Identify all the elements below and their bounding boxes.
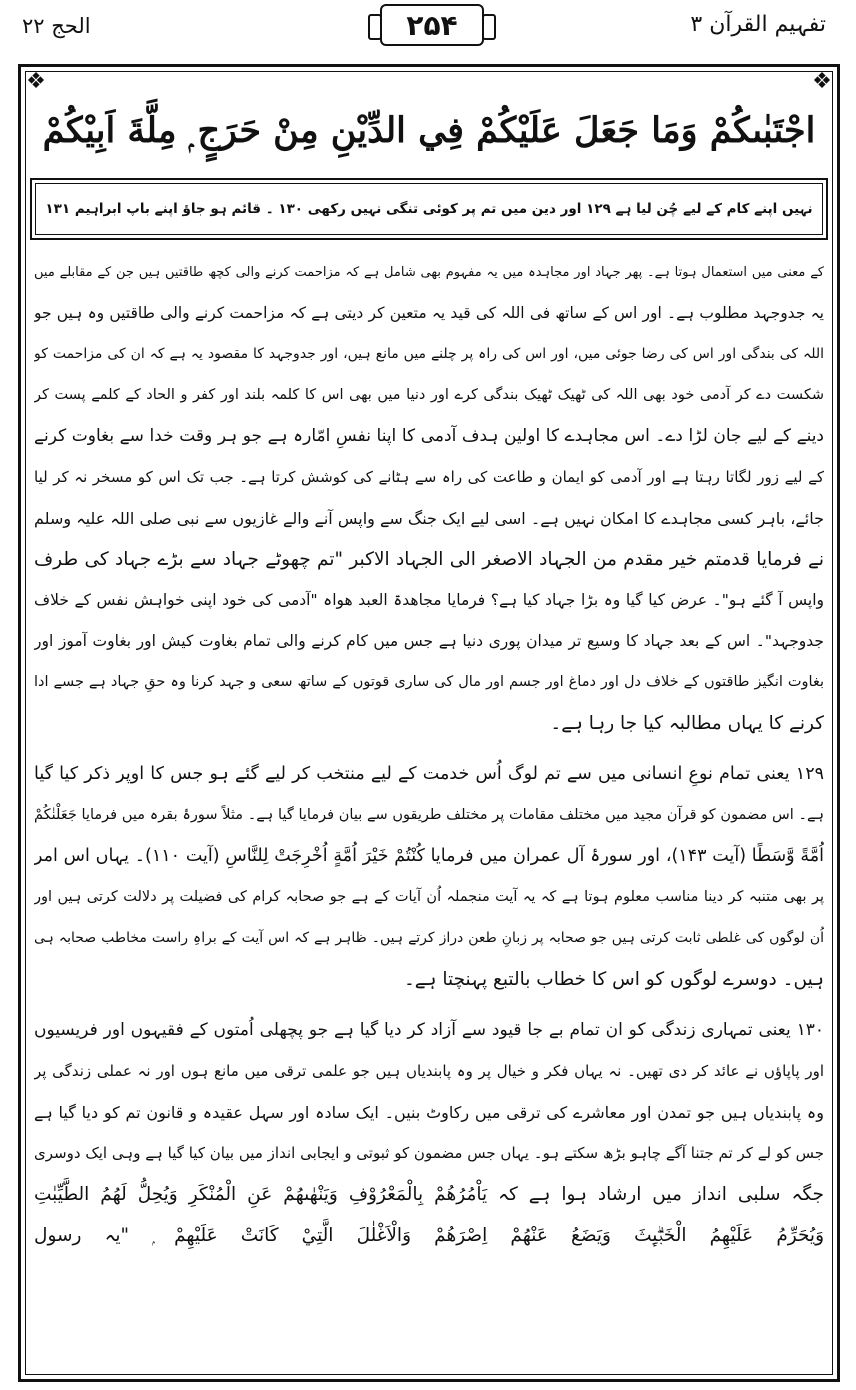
commentary-line: جگہ سلبی انداز میں ارشاد ہوا ہے کہ یَاْمُرُهُمْ بِالْمَعْرُوْفِ وَيَنْهٰىهُمْ عَنِ الْمُنْكَرِ وَيُحِلُّ لَهُمُ الطَّيِّبٰتِ — [34, 1184, 824, 1205]
ayah-arabic-text: اجْتَبٰىكُمْ وَمَا جَعَلَ عَلَيْكُمْ فِي الدِّيْنِ مِنْ حَرَجٍ ۭ مِلَّةَ اَبِيْكُمْ — [42, 109, 816, 151]
commentary-line: جدوجہد"۔ اس کے بعد جہاد کا وسیع تر میدان پوری دنیا ہے جس میں کام کرنے والی تمام بغاوت کیش اور بغاوت آموز اور — [34, 632, 824, 650]
book-title: تفہیم القرآن ۳ — [690, 12, 826, 37]
ayah-translation-box — [30, 178, 828, 240]
commentary-line: اُن لوگوں کی غلطی ثابت کرتی ہیں جو صحابہ پر زبانِ طعن دراز کرتے ہیں۔ ظاہر ہے کہ اس آیت کے براہِ راست مخاطب صحابہ ہی — [34, 930, 824, 946]
footnote-129-line: ۱۲۹ یعنی تمام نوعِ انسانی میں سے تم لوگ اُس خدمت کے لیے منتخب کر لیے گئے ہو جس کا اوپر ذکر کیا گیا — [34, 764, 824, 784]
commentary-line: وہ پابندیاں ہیں جو تمدن اور معاشرے کی ترقی میں رکاوٹ بنیں۔ ایک سادہ اور سہل عقیدہ و قانون تم کو دیا گیا ہے — [34, 1103, 824, 1122]
commentary-line: کے معنی میں استعمال ہوتا ہے۔ پھر جہاد اور مجاہدہ میں یہ مفہوم بھی شامل ہے کہ مزاحمت کرنے والی کچھ طاقتیں ہیں جن کے مقابلے میں — [34, 265, 824, 280]
commentary-line: وَيُحَرِّمُ عَلَيْهِمُ الْخَبٰۗىِٕثَ وَيَضَعُ عَنْهُمْ اِصْرَهُمْ وَالْاَغْلٰلَ الَّتِيْ كَانَتْ عَلَيْهِمْ ۭ "یہ رسول — [34, 1225, 824, 1246]
commentary-line: نے فرمایا قدمتم خیر مقدم من الجہاد الاصغر الی الجہاد الاکبر "تم چھوٹے جہاد سے بڑے جہاد کی طرف — [34, 549, 824, 570]
page-header — [0, 0, 856, 58]
commentary-line: پر بھی متنبہ کر دینا مناسب معلوم ہوتا ہے کہ یہ آیت منجملہ اُن آیات کے ہے جو صحابہ کرام کی فضیلت پر دلالت کرتی ہیں اور — [34, 889, 824, 905]
commentary-line: اور پاپاؤں نے عائد کر دی تھیں۔ نہ یہاں فکر و خیال پر وہ پابندیاں ہیں جو علمی ترقی میں مانع ہوں اور نہ عملی زندگی پر — [34, 1062, 824, 1080]
commentary-line: اُمَّةً وَّسَطًا (آیت ۱۴۳)، اور سورۂ آل عمران میں فرمایا کُنْتُمْ خَیْرَ اُمَّةٍ اُخْرِجَتْ لِلنَّاسِ (آیت ۱۱۰)۔ یہاں اس امر — [34, 846, 824, 866]
corner-ornament-icon: ❖ — [812, 69, 832, 94]
commentary-line: واپس آ گئے ہو"۔ عرض کیا گیا وہ بڑا جہاد کیا ہے؟ فرمایا مجاھدۃ العبد ھواہ "آدمی کی خود اپنی خواہش نفس کے خلاف — [34, 591, 824, 609]
commentary-body — [34, 252, 824, 1377]
commentary-line: کرنے کا یہاں مطالبہ کیا جا رہا ہے۔ — [550, 713, 824, 734]
commentary-line: اللہ کی بندگی اور اس کی رضا جوئی میں، اور اس کی راہ پر چلنے میں مانع ہیں، اور جدوجہد کا مقصود یہ ہے کہ ان کی مزاحمت کو — [34, 346, 824, 362]
commentary-line: دینے کے لیے جان لڑا دے۔ اس مجاہدے کا اولین ہدف آدمی کا اپنا نفسِ امّارہ ہے جو ہر وقت خدا سے بغاوت کرنے — [34, 426, 824, 446]
surah-reference: الحج ۲۲ — [22, 14, 91, 38]
commentary-line: بغاوت انگیز طاقتوں کے خلاف دل اور دماغ اور جسم اور مال کی ساری قوتوں کے ساتھ سعی و جہد کرنا وہ حقِ جہاد ہے جسے ادا — [34, 674, 824, 690]
commentary-line: یہ جدوجہد مطلوب ہے۔ اور اس کے ساتھ فی اللہ کی قید یہ متعین کر دیتی ہے کہ مزاحمت کرنے والی طاقتیں وہ ہیں جو — [34, 304, 824, 322]
page-number: ۲۵۴ — [380, 4, 484, 46]
commentary-line: جس کو لے کر تم جتنا آگے چاہو بڑھ سکتے ہو۔ یہاں جس مضمون کو ثبوتی و ایجابی انداز میں بیان کیا گیا ہے وہی ایک دوسری — [34, 1144, 824, 1162]
commentary-line: ہے۔ اس مضمون کو قرآن مجید میں مختلف مقامات پر مختلف طریقوں سے بیان فرمایا گیا ہے۔ مثلاً سورۂ بقرہ میں فرمایا جَعَلْنٰكُمْ — [34, 807, 824, 823]
commentary-line: کے لیے زور لگاتا رہتا ہے اور آدمی کو ایمان و طاعت کی راہ سے ہٹانے کی کوشش کرتا ہے۔ جب تک اس کو مسخر نہ کر لیا — [34, 468, 824, 486]
commentary-line: شکست دے کر آدمی خود بھی اللہ کی ٹھیک ٹھیک بندگی کرے اور دنیا میں بھی اس کا کلمہ بلند اور کفر و الحاد کے کلمے پست کر — [34, 387, 824, 403]
corner-ornament-icon: ❖ — [26, 69, 46, 94]
footnote-130-line: ۱۳۰ یعنی تمہاری زندگی کو ان تمام بے جا قیود سے آزاد کر دیا گیا ہے جو پچھلی اُمتوں کے فقیہوں اور فریسیوں — [34, 1020, 824, 1040]
commentary-line: ہیں۔ دوسرے لوگوں کو اس کا خطاب بالتبع پہنچتا ہے۔ — [403, 969, 824, 990]
commentary-line: جائے، باہر کسی مجاہدے کا امکان نہیں ہے۔ اسی لیے ایک جنگ سے واپس آنے والے غازیوں سے نبی صلی اللہ علیہ وسلم — [34, 509, 824, 528]
ayah-translation-text: نہیں اپنے کام کے لیے چُن لیا ہے ۱۲۹ اور دین میں تم پر کوئی تنگی نہیں رکھی ۱۳۰ ۔ قائم ہو جاؤ اپنے باپ ابراہیم ۱۳۱ — [45, 201, 813, 217]
